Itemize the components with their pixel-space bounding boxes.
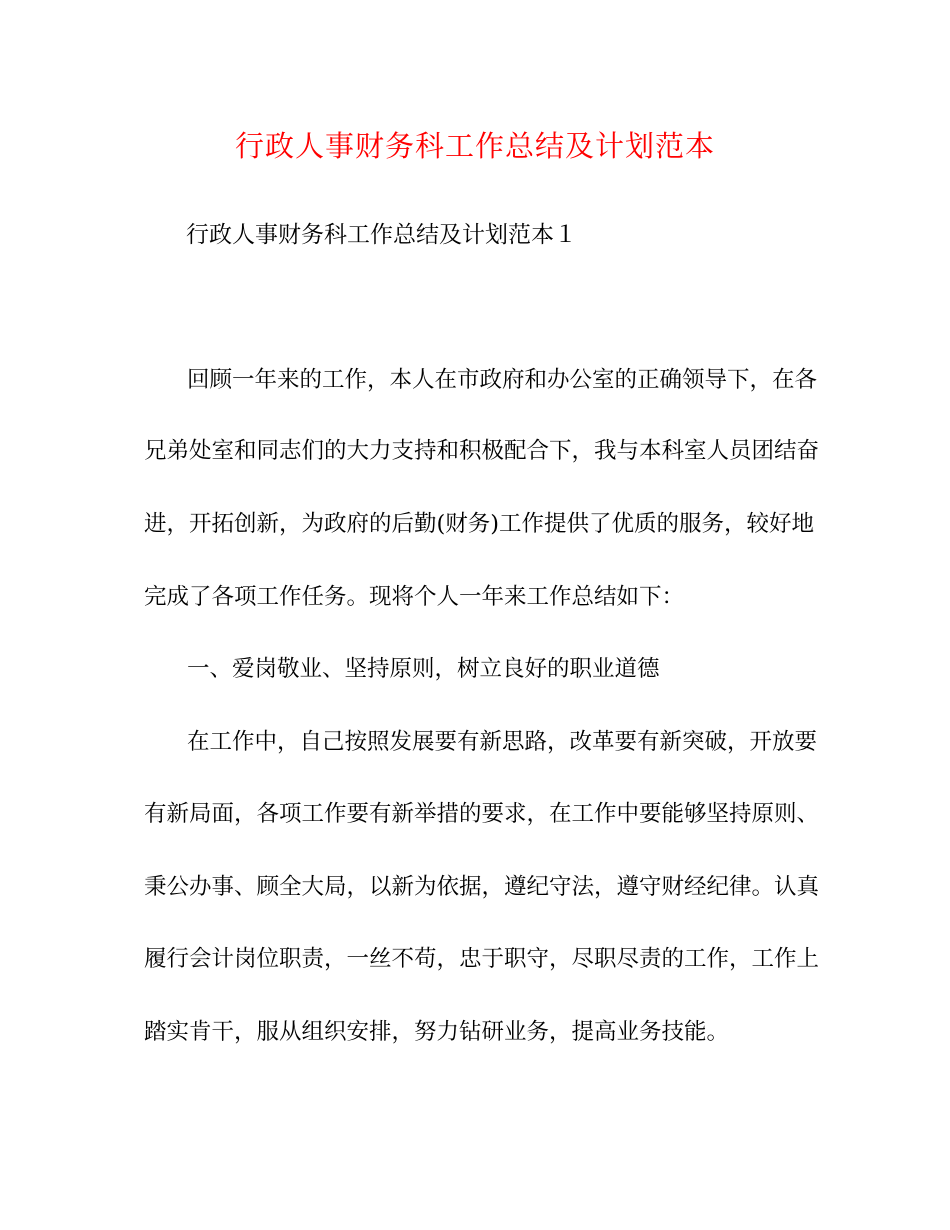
paragraph-line: 秉公办事、顾全大局，以新为依据，遵纪守法，遵守财经纪律。认真 (144, 874, 820, 900)
paragraph-line: 回顾一年来的工作，本人在市政府和办公室的正确领导下，在各 (187, 367, 818, 393)
paragraph-line: 完成了各项工作任务。现将个人一年来工作总结如下： (144, 584, 685, 610)
document-title: 行政人事财务科工作总结及计划范本 (234, 129, 715, 163)
paragraph-line: 踏实肯干，服从组织安排，努力钻研业务，提高业务技能。 (144, 1019, 730, 1045)
paragraph-line: 进，开拓创新，为政府的后勤(财务)工作提供了优质的服务，较好地 (144, 511, 815, 537)
paragraph-line: 兄弟处室和同志们的大力支持和积极配合下，我与本科室人员团结奋 (144, 438, 820, 464)
document-subtitle: 行政人事财务科工作总结及计划范本１ (186, 222, 577, 248)
paragraph-line: 有新局面，各项工作要有新举措的要求，在工作中要能够坚持原则、 (144, 801, 820, 827)
section-heading: 一、爱岗敬业、坚持原则，树立良好的职业道德 (187, 656, 660, 682)
paragraph-line: 在工作中，自己按照发展要有新思路，改革要有新突破，开放要 (187, 729, 818, 755)
paragraph-line: 履行会计岗位职责，一丝不苟，忠于职守，尽职尽责的工作，工作上 (144, 946, 820, 972)
